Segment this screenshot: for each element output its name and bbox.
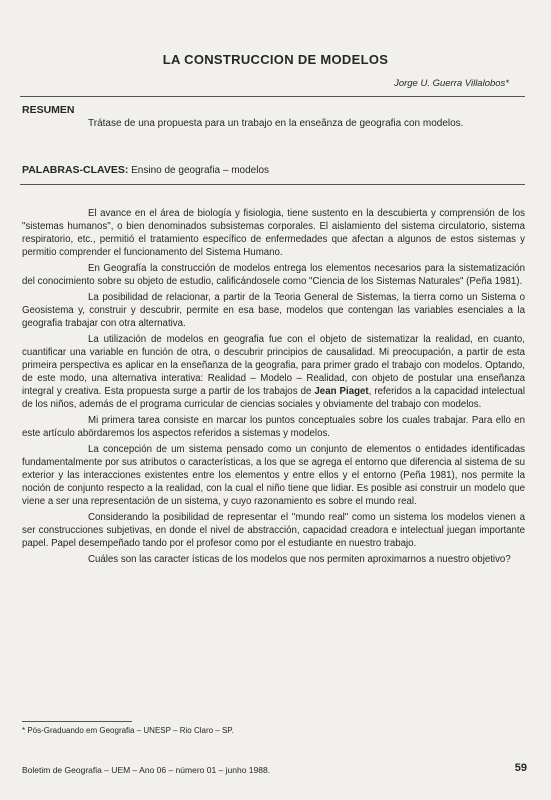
resumen-text: Trátase de una propuesta para un trabajo en la enseãnza de geografia con modelos. xyxy=(88,118,464,129)
body-paragraph-7: Considerando la posibilidad de representar el "mundo real" como un sistema los modelos vienen a ser construcciones subjetivas, en donde el nivel de abstracción, capacidad creadora e intelectual juegan importante papel. Papel desempeñado tando por el profesor como por el estudiante en nuestro trabajo. xyxy=(22,512,525,549)
keywords-text: Ensino de geografia – modelos xyxy=(131,165,270,176)
body-paragraph-4-part-a: La utilización de modelos en geografia fue con el objeto de sistematizar la realidad, en cuanto, cuantificar una variable en función de otra, o descubrir principios de causalidad. Mi preocupación, a partir de esta primeira perspectiva es aplicar en la enseñanza de la geografia, para primer grado el trabajo con modelos. Optando, de este modo, una alternativa interativa: Realidad – Modelo – Realidad, con objeto de postular una enseñanza integral y creativa. Esta propuesta surge a partir de los trabajos de xyxy=(22,334,525,397)
body-paragraph-6: La concepción de um sistema pensado como un conjunto de elementos o entidades identificadas fundamentalmente por sus atributos o características, a los que se agrega el entorno que diferencia al sistema de su exterior y las interacciones existentes entre los elementos y entre ellos y el entorno (Peña 1981), nos permite la noción de conjunto respecto a la realidad, con la cual el niño tiene que lidiar. Es posible asi construir un modelo que viene a ser una representación de un sistema, y cuyo razonamiento es sobre el mundo real. xyxy=(22,444,525,507)
body-paragraph-5: Mi primera tarea consiste en marcar los puntos conceptuales sobre los cuales trabajar. Para ello en este artículo abördaremos los aspectos referidos a sistemas y modelos. xyxy=(22,415,525,439)
article-title: LA CONSTRUCCION DE MODELOS xyxy=(162,52,389,67)
body-paragraph-1: El avance en el área de biología y fisiologia, tiene sustento en la descubierta y comprensión de los "sistemas humanos", o bien denominados subsistemas corporales. El aislamiento del sistema circulatorio, sistema respiratorio, etc., permitió el tratamiento específico de enfermedades que afectan a algunos de estos sistemas y permitio comprender el funcionamento del Sistema Humano. xyxy=(22,208,525,258)
piaget-name: Jean Piaget xyxy=(314,386,369,397)
page-number: 59 xyxy=(514,762,527,774)
article-author: Jorge U. Guerra Villalobos* xyxy=(394,78,509,89)
keywords-label: PALABRAS-CLAVES: xyxy=(22,164,129,176)
footnote-divider xyxy=(22,721,132,722)
body-paragraph-3: La posibilidad de relacionar, a partir de la Teoria General de Sistemas, la tierra como un Sistema o Geosistema y, construir y descubrir, permite en esa base, modelos que contengan las variables esenciales a la geografia trabajar con otra alternativa. xyxy=(22,292,525,329)
body-paragraph-4 xyxy=(22,333,525,411)
body-paragraph-4-part-b: , referidos a la capacidad intelectual de los niños, además de el programa curricular de ciencias sociales y obviamente del trabajo con modelos. xyxy=(22,386,525,410)
resumen-label: RESUMEN xyxy=(22,104,75,116)
divider-bottom xyxy=(20,184,525,185)
footnote: * Pós-Graduando em Geografia – UNESP – Rio Claro – SP. xyxy=(22,726,234,735)
body-paragraph-2: En Geografía la construcción de modelos entrega los elementos necesarios para la sistematización del conocimiento sobre su objeto de estudio, calificándosele como "Ciencia de los Sistemas Naturales" (Peña 1981). xyxy=(22,263,525,287)
body-paragraph-8: Cuáles son las caracter ísticas de los modelos que nos permiten aproximarnos a nuestro objetivo? xyxy=(88,554,511,565)
journal-footer: Boletim de Geografia – UEM – Ano 06 – número 01 – junho 1988. xyxy=(22,765,271,775)
keywords xyxy=(22,164,269,176)
divider-top xyxy=(20,96,525,97)
article-body xyxy=(22,207,525,569)
